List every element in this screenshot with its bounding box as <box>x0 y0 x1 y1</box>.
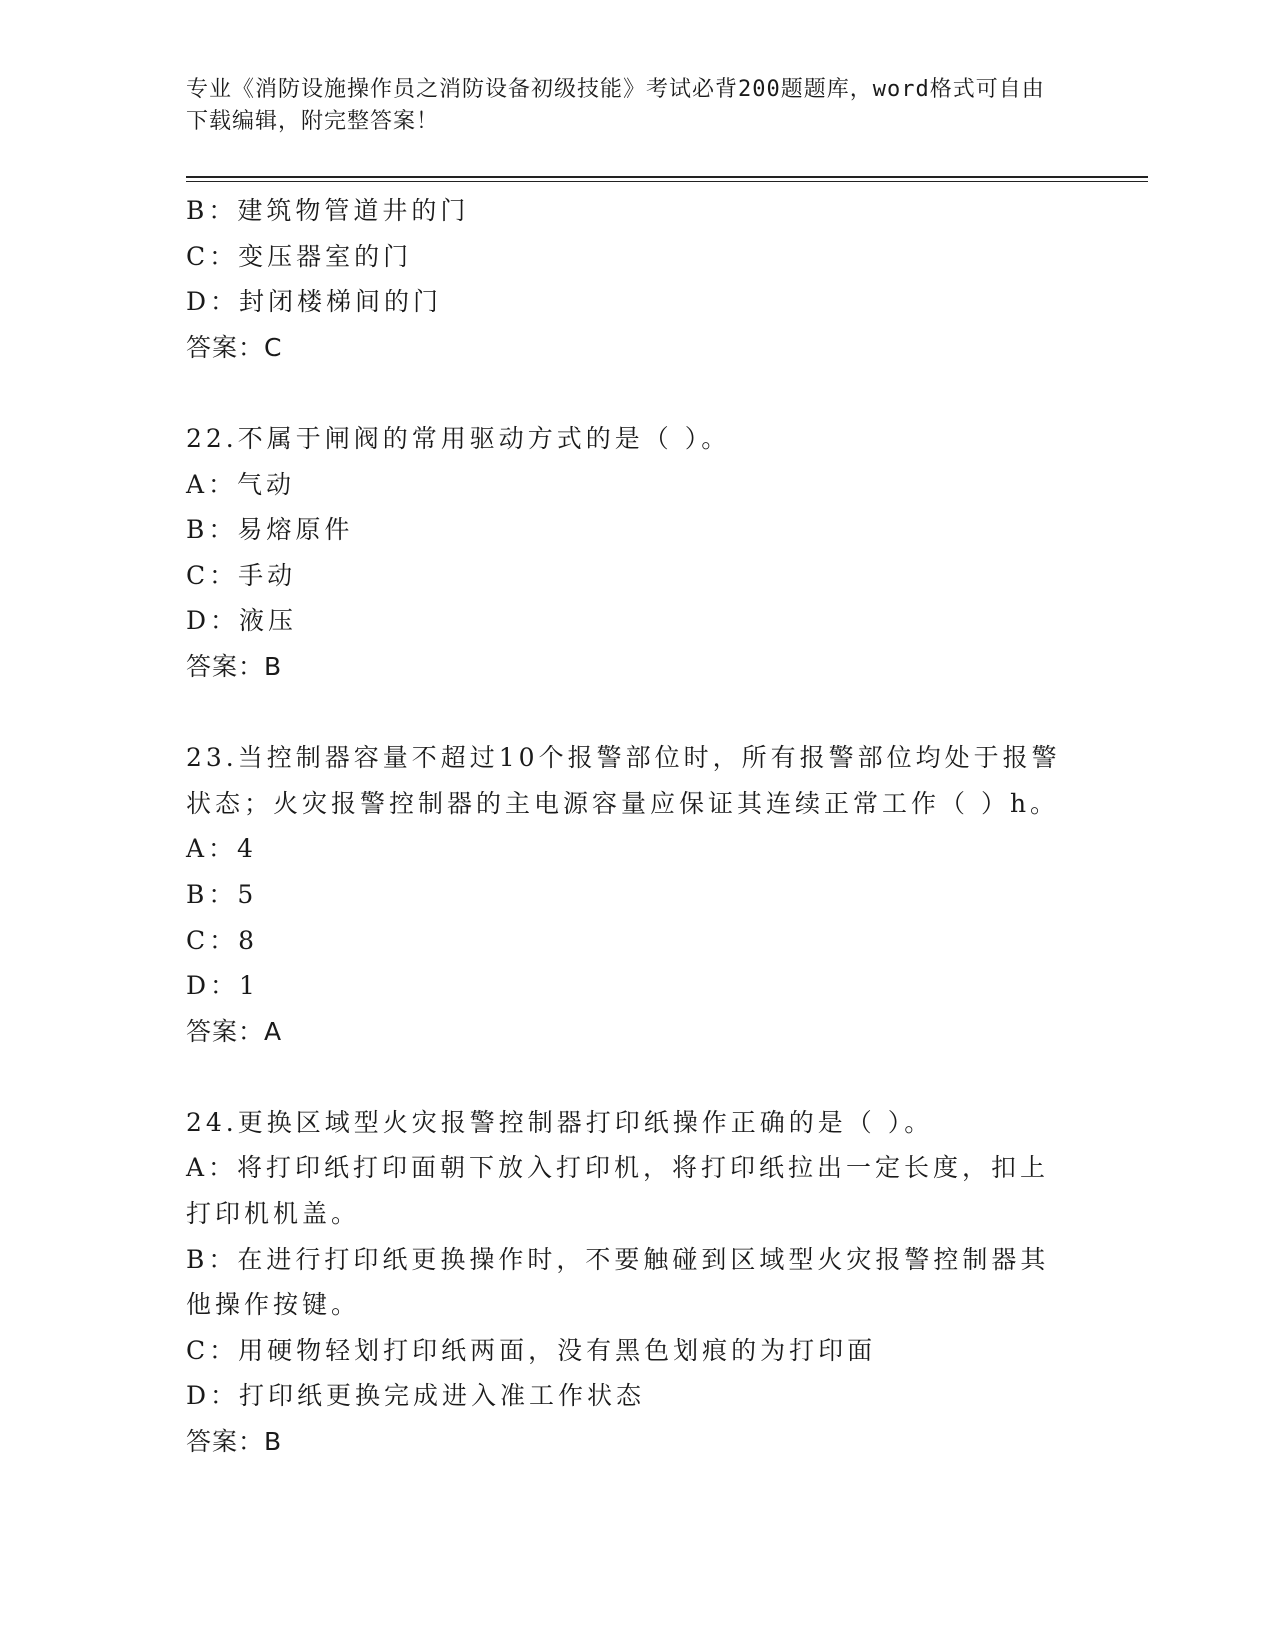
document-header: 专业《消防设施操作员之消防设备初级技能》考试必背200题题库，word格式可自由下载编辑，附完整答案！ <box>186 77 1045 134</box>
question-stem: 22.不属于闸阀的常用驱动方式的是（ ）。 <box>186 423 731 453</box>
question-stem: 24.更换区域型火灾报警控制器打印纸操作正确的是（ ）。 <box>186 1107 934 1137</box>
option-d: D：封闭楼梯间的门 <box>186 287 443 317</box>
option-c: C：手动 <box>186 560 297 590</box>
question-22 <box>186 416 1076 690</box>
option-c: C：用硬物轻划打印纸两面，没有黑色划痕的为打印面 <box>186 1335 877 1365</box>
option-a: A：气动 <box>186 469 296 499</box>
spacer <box>186 1054 1076 1100</box>
question-stem: 23.当控制器容量不超过10个报警部位时，所有报警部位均处于报警状态；火灾报警控制器的主电源容量应保证其连续正常工作（ ）h。 <box>186 743 1061 818</box>
option-d: D：1 <box>186 971 259 1001</box>
option-c: C：8 <box>186 925 259 955</box>
answer-text: 答案：C <box>186 332 283 362</box>
question-21 <box>186 188 1076 370</box>
answer-text: 答案：B <box>186 651 283 681</box>
question-24 <box>186 1100 1076 1465</box>
option-a: A：4 <box>186 834 257 864</box>
question-list <box>186 188 1076 1465</box>
spacer <box>186 370 1076 416</box>
option-b: B：易熔原件 <box>186 515 354 545</box>
answer-text: 答案：A <box>186 1016 283 1046</box>
option-b: B：建筑物管道井的门 <box>186 196 470 225</box>
option-a: A：将打印纸打印面朝下放入打印机，将打印纸拉出一定长度，扣上打印机机盖。 <box>186 1153 1050 1229</box>
option-b: B：5 <box>186 879 258 909</box>
option-d: D：液压 <box>186 606 298 636</box>
header-rule-thin <box>186 181 1148 182</box>
option-c: C：变压器室的门 <box>186 241 413 271</box>
spacer <box>186 690 1076 736</box>
option-d: D：打印纸更换完成进入准工作状态 <box>186 1381 646 1411</box>
header-rule-thick <box>186 176 1148 178</box>
option-b: B：在进行打印纸更换操作时，不要触碰到区域型火灾报警控制器其他操作按键。 <box>186 1244 1050 1320</box>
answer-text: 答案：B <box>186 1427 283 1457</box>
question-23 <box>186 735 1076 1054</box>
